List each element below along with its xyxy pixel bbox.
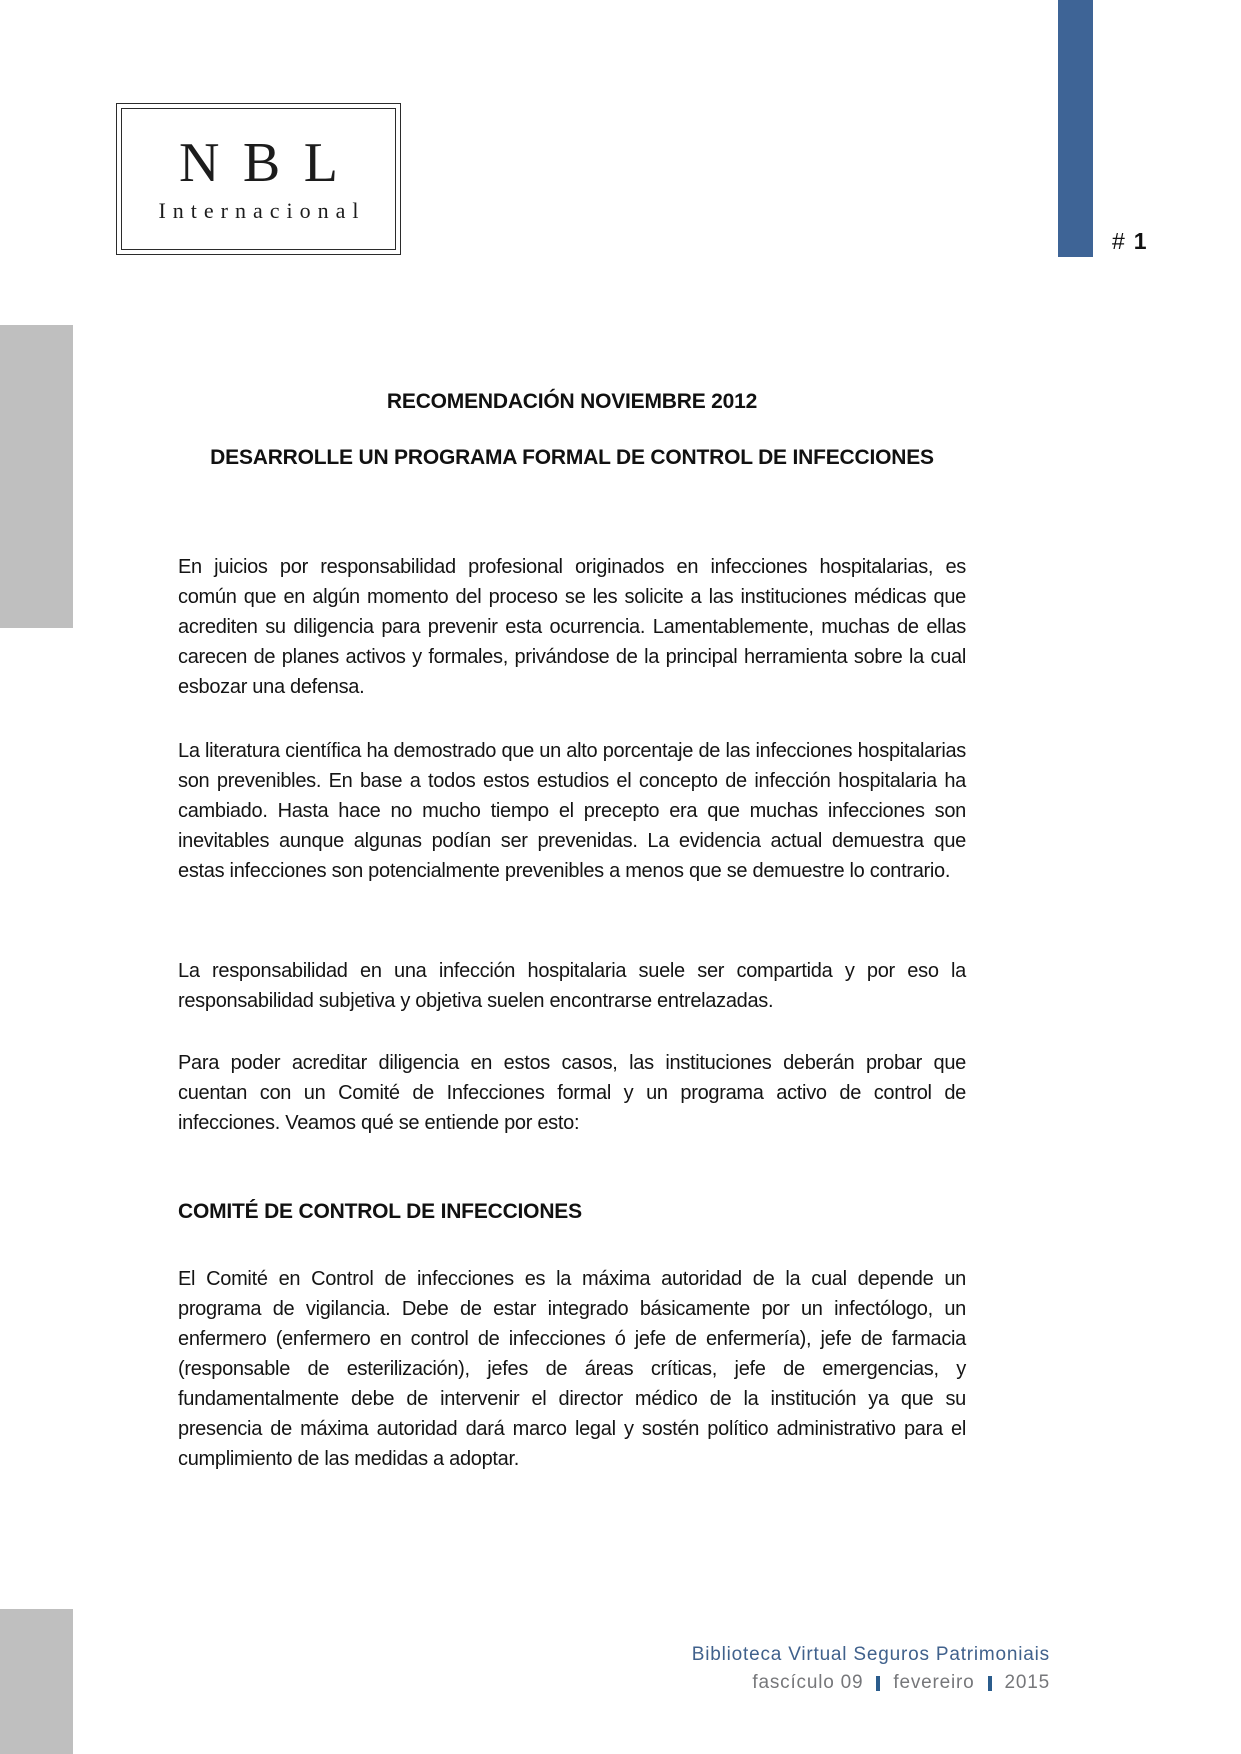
separator-bar-icon: [988, 1676, 992, 1691]
gray-margin-block-top: [0, 325, 73, 628]
footer-collection-title: Biblioteca Virtual Seguros Patrimoniais: [691, 1644, 1050, 1665]
document-body: [178, 0, 966, 1754]
page-footer: [692, 1644, 1050, 1694]
footer-year: 2015: [1004, 1672, 1050, 1693]
logo-subtitle: Internacional: [158, 198, 366, 223]
gray-margin-block-bottom: [0, 1609, 73, 1754]
footer-month: fevereiro: [893, 1672, 975, 1693]
paragraph-4: Para poder acreditar diligencia en estos casos, las instituciones deberán probar que cuentan con un Comité de Infecciones formal y un programa activo de control de infecciones. Veamos qué se entiende por esto:: [178, 1052, 966, 1134]
document-title: RECOMENDACIÓN NOVIEMBRE 2012: [386, 390, 758, 413]
paragraph-1: En juicios por responsabilidad profesional originados en infecciones hospitalarias, es común que en algún momento del proceso se les solicite a las instituciones médicas que acrediten su diligencia para prevenir esta ocurrencia. Lamentablemente, muchas de ellas carecen de planes activos y formales, privándose de la principal herramienta sobre la cual esbozar una defensa.: [178, 556, 966, 698]
footer-issue-info: [692, 1672, 1050, 1694]
page-number: [1112, 228, 1149, 255]
blue-accent-bar: [1058, 0, 1093, 257]
paragraph-2: La literatura científica ha demostrado que un alto porcentaje de las infecciones hospitalarias son prevenibles. En base a todos estos estudios el concepto de infección hospitalaria ha cambiado. Hasta hace no mucho tiempo el precepto era que muchas infecciones son inevitables aunque algunas podían ser prevenidas. La evidencia actual demuestra que estas infecciones son potencialmente prevenibles a menos que se demuestre lo contrario.: [178, 740, 966, 882]
paragraph-3: La responsabilidad en una infección hospitalaria suele ser compartida y por eso la responsabilidad subjetiva y objetiva suelen encontrarse entrelazadas.: [178, 960, 966, 1012]
document-subtitle: DESARROLLE UN PROGRAMA FORMAL DE CONTROL DE INFECCIONES: [210, 446, 934, 469]
separator-bar-icon: [876, 1676, 880, 1691]
page-number-value: 1: [1133, 228, 1149, 254]
paragraph-5: El Comité en Control de infecciones es la máxima autoridad de la cual depende un programa de vigilancia. Debe de estar integrado básicamente por un infectólogo, un enfermero (enfermero en control de infecciones ó jefe de enfermería), jefe de farmacia (responsable de esterilización), jefes de áreas críticas, jefe de emergencias, y fundamentalmente debe de intervenir el director médico de la institución ya que su presencia de máxima autoridad dará marco legal y sostén político administrativo para el cumplimiento de las medidas a adoptar.: [178, 1268, 966, 1470]
footer-fascicle: fascículo 09: [752, 1672, 864, 1693]
page-number-symbol: #: [1112, 228, 1127, 254]
section-heading: COMITÉ DE CONTROL DE INFECCIONES: [178, 1200, 582, 1223]
logo-acronym: NBL: [178, 132, 362, 194]
